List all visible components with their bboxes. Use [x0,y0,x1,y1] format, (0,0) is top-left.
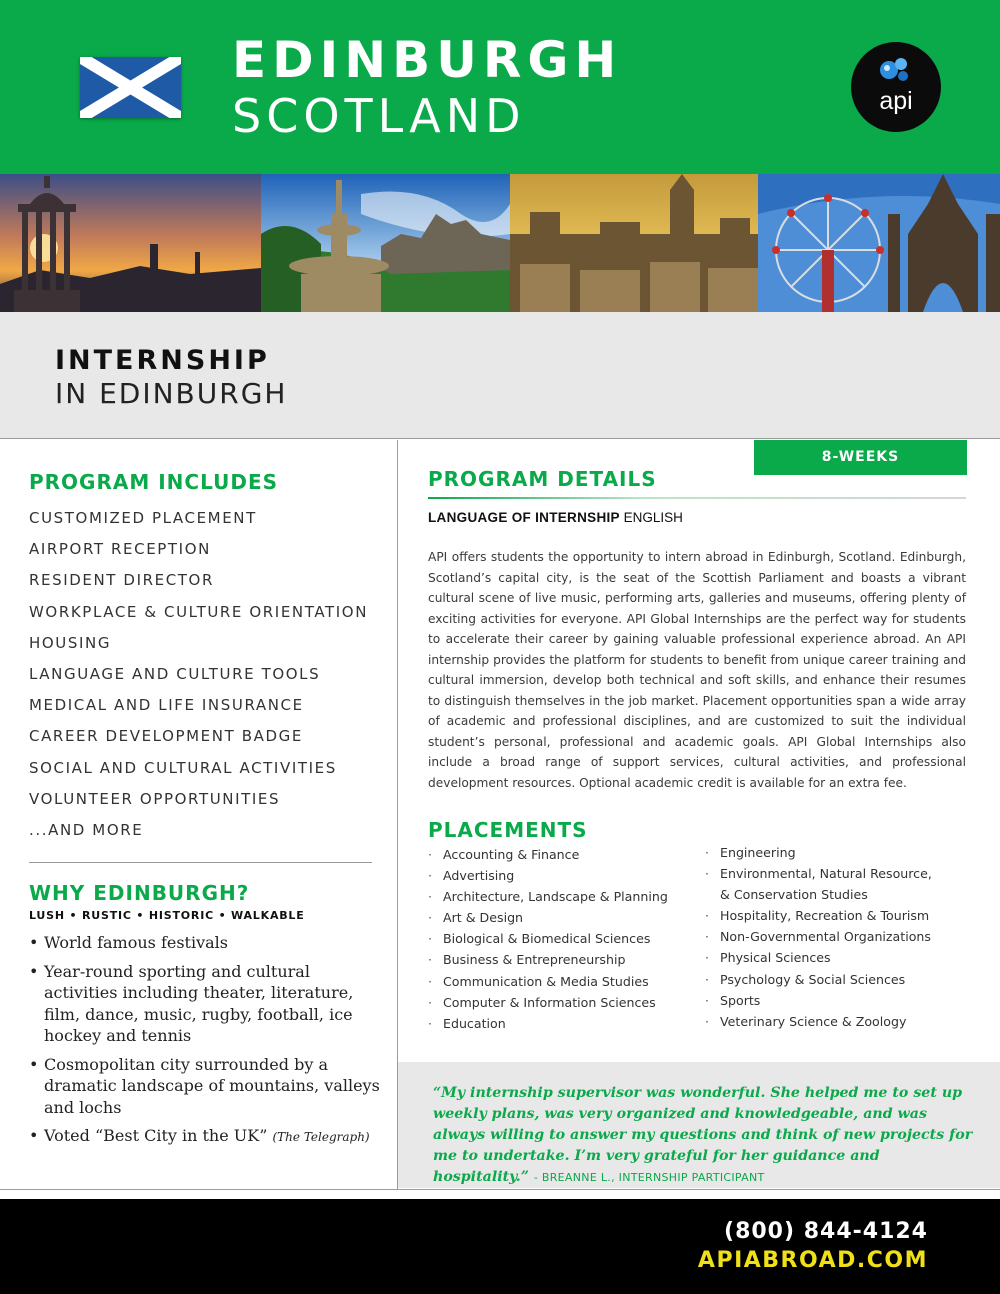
list-item: RESIDENT DIRECTOR [29,571,214,590]
list-item: · Communication & Media Studies [428,972,668,993]
list-item: · Computer & Information Sciences [428,993,668,1014]
placements-list-right [705,843,932,1033]
list-item [29,1054,384,1119]
banner-title: INTERNSHIP [55,345,270,376]
why-edinburgh-subtitle: LUSH • RUSTIC • HISTORIC • WALKABLE [29,909,305,922]
list-item: · Biological & Biomedical Sciences [428,929,668,950]
list-item: · Accounting & Finance [428,845,668,866]
list-item: AIRPORT RECEPTION [29,540,211,559]
language-label: LANGUAGE OF INTERNSHIP [428,510,620,525]
photo-ferris-wheel-scott-monument [758,174,1000,312]
list-item: MEDICAL AND LIFE INSURANCE [29,696,304,715]
why-edinburgh-list [29,932,384,1156]
section-divider [29,862,372,863]
bullet-icon: • [29,961,39,981]
bullet-icon: • [29,1054,39,1074]
program-includes-heading: PROGRAM INCLUDES [29,470,279,494]
bullet-text: Year-round sporting and cultural activities including theater, literature, film, dance, music, rugby, football, ice hockey and tennis [44,961,354,1045]
why-edinburgh-heading: WHY EDINBURGH? [29,881,250,905]
bullet-text: Voted “Best City in the UK” [44,1126,268,1145]
list-item [29,1125,384,1149]
program-description: API offers students the opportunity to intern abroad in Edinburgh, Scotland. Edinburgh, Scotland’s capital city, is the seat of the Scottish Parliament and boasts a vibrant cultural scene of live music, performing arts, galleries and museums, offering plenty of exciting activities for everyone. API Global Internships are the perfect way for students to accelerate their career by gaining valuable professional experience abroad. An API internship provides the platform for students to benefit from unique career training and cultural immersion, develop both technical and soft skills, and enhance their resumes to distinguish themselves in the job market. Placement opportunities span a wide array of academic and professional disciplines, and are customized to suit the individual student’s personal, professional and academic goals. API Global Internships also include a broad range of support services, cultural activities, and professional development resources. Optional academic credit is available for an extra fee. [428,550,966,790]
list-item: · Architecture, Landscape & Planning [428,887,668,908]
list-item: · Hospitality, Recreation & Tourism [705,906,932,927]
list-item: · Advertising [428,866,668,887]
bullet-icon: • [29,933,39,952]
testimonial [433,1083,978,1188]
country-title: SCOTLAND [232,89,526,143]
placements-heading: PLACEMENTS [428,818,588,842]
list-item: · Non-Governmental Organizations [705,927,932,948]
source-citation: (The Telegraph) [272,1130,370,1144]
list-item: · Psychology & Social Sciences [705,970,932,991]
list-item: SOCIAL AND CULTURAL ACTIVITIES [29,758,337,777]
photo-fountain-castle [261,174,510,312]
list-item: LANGUAGE AND CULTURE TOOLS [29,664,321,683]
bullet-text: World famous festivals [44,933,229,952]
list-item-continuation: & Conservation Studies [720,887,868,903]
list-item: HOUSING [29,633,112,652]
photo-calton-hill [0,174,261,312]
phone-number[interactable]: (800) 844-4124 [724,1219,928,1244]
bullet-icon: • [29,1126,39,1145]
duration-badge: 8-WEEKS [754,440,967,475]
list-item: · Engineering [705,843,932,864]
list-item: · Art & Design [428,908,668,929]
language-line [428,510,683,525]
city-title: EDINBURGH [232,31,623,89]
footer-divider [0,1189,1000,1190]
language-value: ENGLISH [623,510,683,525]
list-item: VOLUNTEER OPPORTUNITIES [29,789,281,808]
photo-old-town [510,174,758,312]
list-item: · Environmental, Natural Resource, [705,864,932,885]
list-item: · Education [428,1014,668,1035]
list-item: ...AND MORE [29,820,144,839]
list-item: CUSTOMIZED PLACEMENT [29,509,257,527]
list-item [29,961,384,1047]
bullet-text: Cosmopolitan city surrounded by a dramatic landscape of mountains, valleys and lochs [44,1054,380,1117]
footer [0,1199,1000,1294]
list-item: · Physical Sciences [705,948,932,969]
program-includes-list [29,508,368,851]
website-link[interactable]: APIABROAD.COM [697,1248,928,1273]
placements-list-left [428,845,668,1035]
photo-strip [0,174,1000,312]
list-item: WORKPLACE & CULTURE ORIENTATION [29,602,369,621]
testimonial-quote: “My internship supervisor was wonderful. She helped me to set up weekly plans, was very organized and knowledgeable, and was always willing to answer my questions and think of new projects for me to undertake. I’m very grateful for her guidance and hospitality.” [433,1085,973,1185]
list-item [29,932,384,954]
list-item: · Sports [705,991,932,1012]
details-divider [428,497,966,499]
list-item: · Business & Entrepreneurship [428,950,668,971]
testimonial-attribution: - BREANNE L., INTERNSHIP PARTICIPANT [533,1171,765,1184]
list-item: CAREER DEVELOPMENT BADGE [29,727,303,746]
saltire-flag-icon [80,57,181,118]
logo-text: api [879,87,913,115]
banner-subtitle: IN EDINBURGH [55,377,288,410]
program-details-heading: PROGRAM DETAILS [428,467,657,491]
api-logo[interactable] [851,42,941,132]
list-item: · Veterinary Science & Zoology [705,1012,932,1033]
